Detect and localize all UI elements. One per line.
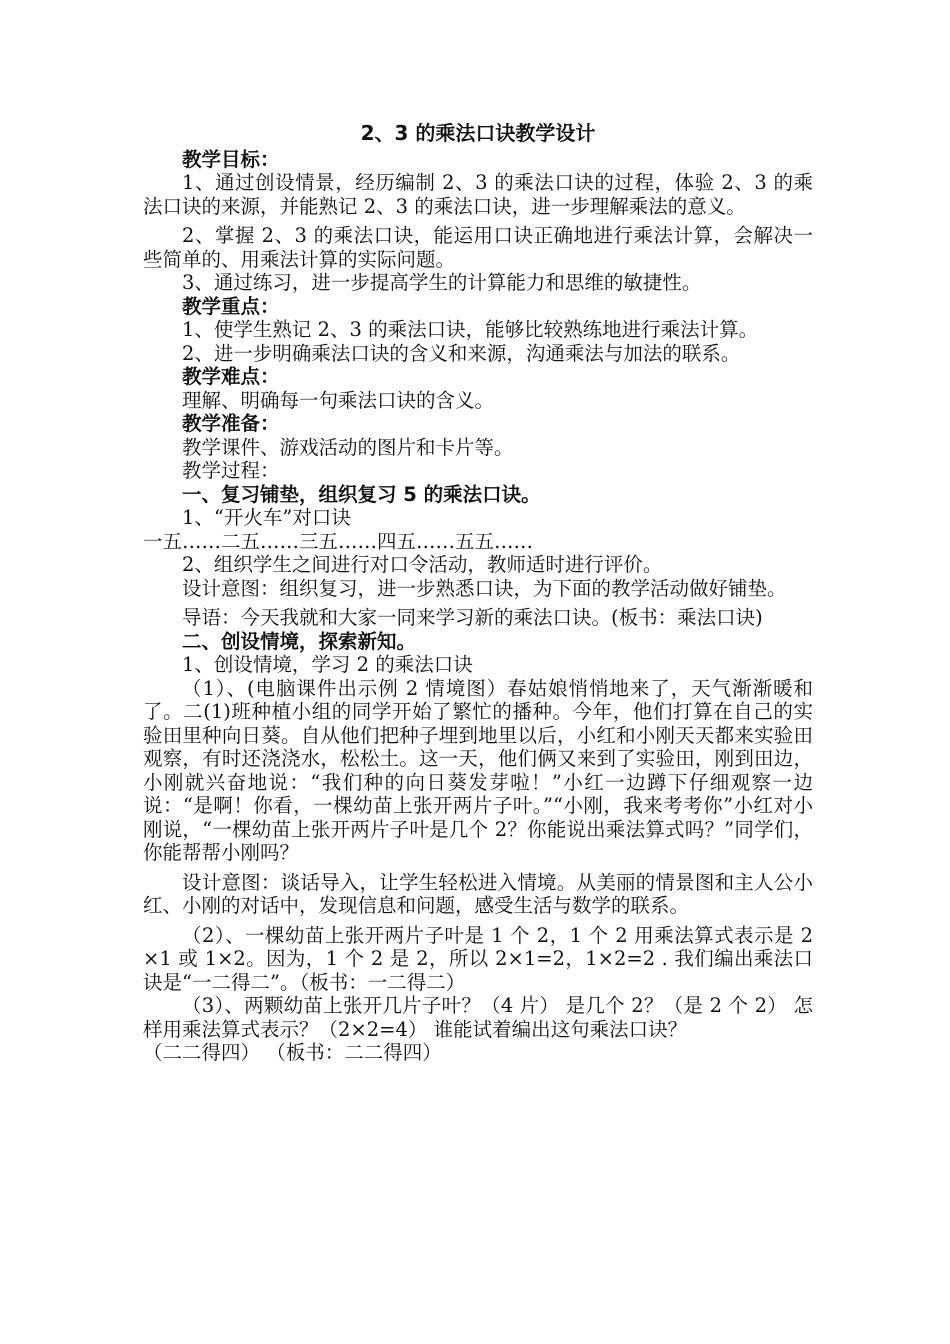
key-point-1: 1、使学生熟记 2、3 的乘法口诀，能够比较熟练地进行乘法计算。 — [182, 318, 759, 341]
section-1-heading: 一、复习铺垫，组织复习 5 的乘法口诀。 — [182, 482, 541, 506]
section-2-paragraph-3-answer: （二二得四） （板书：二二得四） — [143, 1041, 442, 1064]
document-title: 2、3 的乘法口诀教学设计 — [360, 121, 596, 145]
key-point-2: 2、进一步明确乘法口诀的含义和来源，沟通乘法与加法的联系。 — [182, 341, 741, 365]
preparation-heading: 教学准备： — [182, 412, 280, 435]
process-label: 教学过程： — [182, 459, 280, 482]
section-2-design-intent: 设计意图：谈话导入，让学生轻松进入情境。从美丽的情景图和主人公小红、小刚的对话中，发现信息和问题，感受生活与数学的联系。 — [143, 870, 813, 917]
section-2-paragraph-2: （2）、一棵幼苗上张开两片子叶是 1 个 2，1 个 2 用乘法算式表示是 2×1 或 1×2。因为，1 个 2 是 2，所以 2×1=2，1×2=2 . 我们编出乘法口诀是“一二得二”。（板书：一二得二） — [143, 923, 813, 994]
goal-paragraph-2: 2、掌握 2、3 的乘法口诀，能运用口诀正确地进行乘法计算，会解决一些简单的、用乘法计算的实际问题。 — [143, 224, 813, 271]
section-1-chant: 一五……二五……三五……四五……五五…… — [143, 529, 534, 553]
preparation-text: 教学课件、游戏活动的图片和卡片等。 — [182, 435, 514, 459]
section-2-paragraph-3: （3）、两颗幼苗上张开几片子叶？（4 片） 是几个 2？（是 2 个 2） 怎样用乘法算式表示？（2×2=4） 谁能试着编出这句乘法口诀？ — [143, 994, 813, 1041]
section-1-item-1: 1、“开火车”对口诀 — [182, 506, 351, 529]
difficulty-text: 理解、明确每一句乘法口诀的含义。 — [182, 388, 495, 412]
document-page — [143, 122, 813, 1065]
section-1-design-intent: 设计意图：组织复习，进一步熟悉口诀，为下面的教学活动做好铺垫。 — [182, 576, 787, 600]
section-1-lead-in: 导语：今天我就和大家一同来学习新的乘法口诀。(板书：乘法口诀) — [182, 606, 763, 629]
goal-paragraph-3: 3、通过练习，进一步提高学生的计算能力和思维的敏捷性。 — [182, 271, 702, 294]
section-2-paragraph-1: （1）、(电脑课件出示例 2 情境图）春姑娘悄悄地来了，天气渐渐暖和了。二(1)班种植小组的同学开始了繁忙的播种。今年，他们打算在自己的实验田里种向日葵。自从他们把种子埋到地里以后，小红和小刚天天都来实验田观察，有时还浇浇水，松松土。这一天，他们俩又来到了实验田，刚到田边，小刚就兴奋地说：“我们种的向日葵发芽啦！”小红一边蹲下仔细观察一边说：“是啊！你看，一棵幼苗上张开两片子叶。”“小刚，我来考考你”小红对小刚说，“一棵幼苗上张开两片子叶是几个 2？你能说出乘法算式吗？”同学们，你能帮帮小刚吗？ — [143, 676, 813, 864]
goals-heading: 教学目标： — [182, 147, 280, 171]
section-2-heading: 二、创设情境，探索新知。 — [182, 629, 417, 653]
section-1-item-2: 2、组织学生之间进行对口令活动，教师适时进行评价。 — [182, 553, 663, 576]
goal-paragraph-1: 1、通过创设情景，经历编制 2、3 的乘法口诀的过程，体验 2、3 的乘法口诀的来源，并能熟记 2、3 的乘法口诀，进一步理解乘法的意义。 — [143, 171, 813, 218]
key-points-heading: 教学重点： — [182, 294, 280, 318]
section-2-item-1: 1、创设情境，学习 2 的乘法口诀 — [182, 653, 473, 676]
difficulty-heading: 教学难点： — [182, 365, 280, 388]
